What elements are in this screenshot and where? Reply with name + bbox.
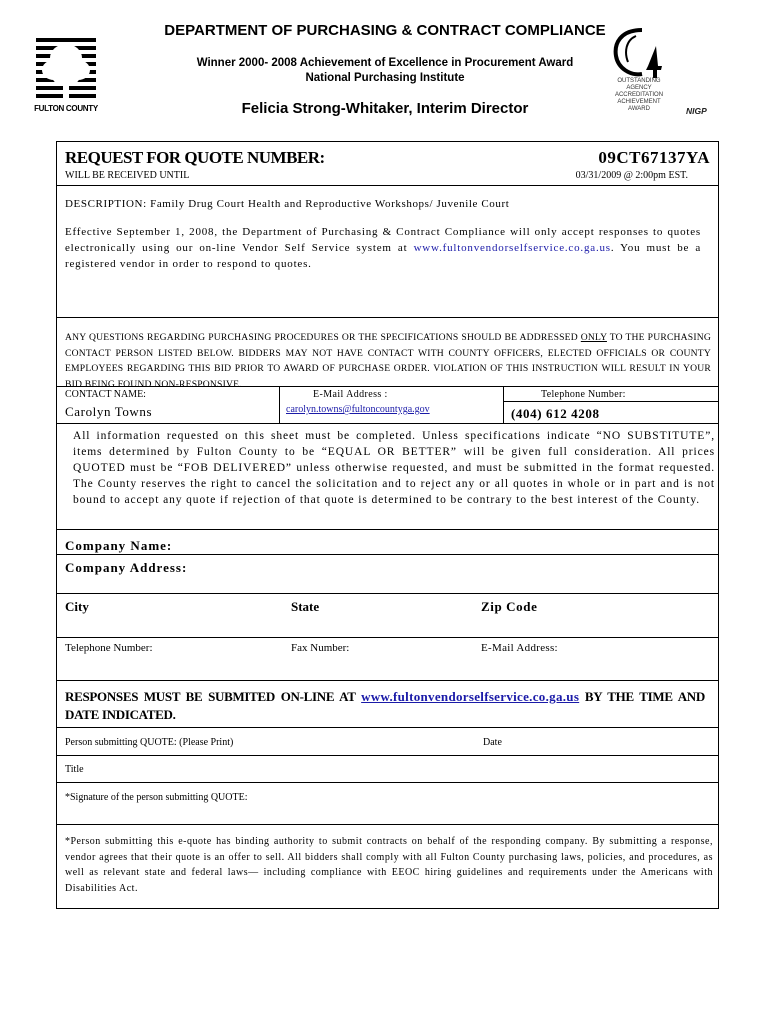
responses-suffix: BY THE TIME AND DATE INDICATED.: [65, 689, 705, 722]
effective-text: Effective September 1, 2008, the Department of Purchasing & Contract Compliance will only accept responses to quotes electronically using our on-line Vendor Self Service system at: [65, 226, 701, 254]
questions-notice: [65, 330, 711, 392]
accreditation-award-logo: [598, 26, 714, 118]
questions-text-2: TO THE PURCHASING CONTACT PERSON LISTED BELOW. BIDDERS MAY NOT HAVE CONTACT WITH COUNTY OFFICERS, ELECTED OFFICIALS OR COUNTY EMPLOYEES REGARDING THIS BID PRIOR TO AWARD OF PURCHASE ORDER. VIOLATION OF THIS INSTRUCTION WILL RESULT IN YOUR BID BEING FOUND NON-RESPONSIVE.: [65, 332, 711, 390]
rfq-number: 09CT67137YA: [598, 148, 710, 167]
award-line-2: National Purchasing Institute: [305, 72, 465, 84]
company-email-field[interactable]: E-Mail Address:: [481, 642, 558, 654]
responses-portal-link[interactable]: www.fultonvendorselfservice.co.ga.us: [361, 689, 580, 704]
binding-authority-notice: *Person submitting this e-quote has binding authority to submit contracts on behalf of the responding company. By submitting a response, vendor agrees that their quote is an offer to sell. All bidders shall comply with all Fulton County purchasing laws, policies, and procedures, as well as relevant state and federal laws— including compliance with EEOC hiring guidelines and requirements under the Americans with Disabilities Act.: [65, 836, 713, 894]
contact-name: Carolyn Towns: [65, 404, 153, 419]
quote-request-form: [56, 141, 719, 909]
contact-name-label: CONTACT NAME:: [65, 389, 146, 400]
contact-phone-label: Telephone Number:: [541, 389, 626, 400]
company-name-field[interactable]: Company Name:: [65, 538, 173, 553]
fulton-county-logo: [36, 36, 96, 112]
rfq-number-label: REQUEST FOR QUOTE NUMBER:: [65, 148, 325, 167]
vendor-portal-link[interactable]: www.fultonvendorselfservice.co.ga.us: [413, 242, 611, 254]
company-address-field[interactable]: Company Address:: [65, 560, 188, 575]
contact-phone: (404) 612 4208: [511, 406, 600, 421]
nigp-mark: NIGP: [686, 106, 707, 116]
director-name: Felicia Strong-Whitaker, Interim Director: [241, 100, 529, 117]
award-text-line: AGENCY: [626, 85, 652, 91]
signature-field[interactable]: *Signature of the person submitting QUOTE:: [65, 792, 248, 803]
award-line-1: Winner 2000- 2008 Achievement of Excellence in Procurement Award: [196, 57, 574, 69]
received-until-date: 03/31/2009 @ 2:00pm EST.: [575, 170, 688, 181]
questions-text-1: ANY QUESTIONS REGARDING PURCHASING PROCEDURES OR THE SPECIFICATIONS SHOULD BE ADDRESSED: [65, 332, 581, 343]
company-fax-field[interactable]: Fax Number:: [291, 642, 350, 654]
fulton-county-label: FULTON COUNTY: [34, 104, 98, 113]
contact-email-label: E-Mail Address :: [313, 389, 388, 400]
instructions-paragraph: All information requested on this sheet must be completed. Unless specifications indicate “NO SUBSTITUTE”, items determined by Fulton County to be “EQUAL OR BETTER” will be given full consideration. All prices QUOTED must be “FOB DELIVERED” unless otherwise requested, and must be submitted in the format requested. The County reserves the right to cancel the solicitation and to reject any or all quotes in whole or in part and is not bound to accept any quote if rejection of that quote is determined to be contrary to the best interest of the County.: [73, 430, 715, 506]
responses-notice: [65, 688, 705, 724]
date-field[interactable]: Date: [483, 737, 502, 748]
received-until-label: WILL BE RECEIVED UNTIL: [65, 170, 190, 181]
award-text-line: OUTSTANDING: [617, 78, 661, 84]
effective-notice: [65, 224, 701, 272]
questions-only: ONLY: [580, 332, 607, 343]
page-title: DEPARTMENT OF PURCHASING & CONTRACT COMPLIANCE: [164, 22, 606, 39]
city-field[interactable]: City: [65, 599, 89, 614]
responses-prefix: RESPONSES MUST BE SUBMITED ON-LINE AT: [65, 689, 362, 704]
award-text-line: ACCREDITATION: [614, 92, 664, 98]
person-submitting-field[interactable]: Person submitting QUOTE: (Please Print): [65, 737, 234, 748]
company-telephone-field[interactable]: Telephone Number:: [65, 642, 153, 654]
description: DESCRIPTION: Family Drug Court Health and Reproductive Workshops/ Juvenile Court: [65, 198, 510, 210]
state-field[interactable]: State: [291, 599, 320, 614]
award-text-line: AWARD: [628, 106, 650, 112]
award-text-line: ACHIEVEMENT: [617, 99, 661, 105]
title-field[interactable]: Title: [65, 764, 84, 775]
contact-email-link[interactable]: carolyn.towns@fultoncountyga.gov: [286, 404, 430, 415]
effective-tail: . You must be a registered vendor in order to respond to quotes.: [65, 242, 701, 270]
zip-code-field[interactable]: Zip Code: [481, 599, 538, 614]
